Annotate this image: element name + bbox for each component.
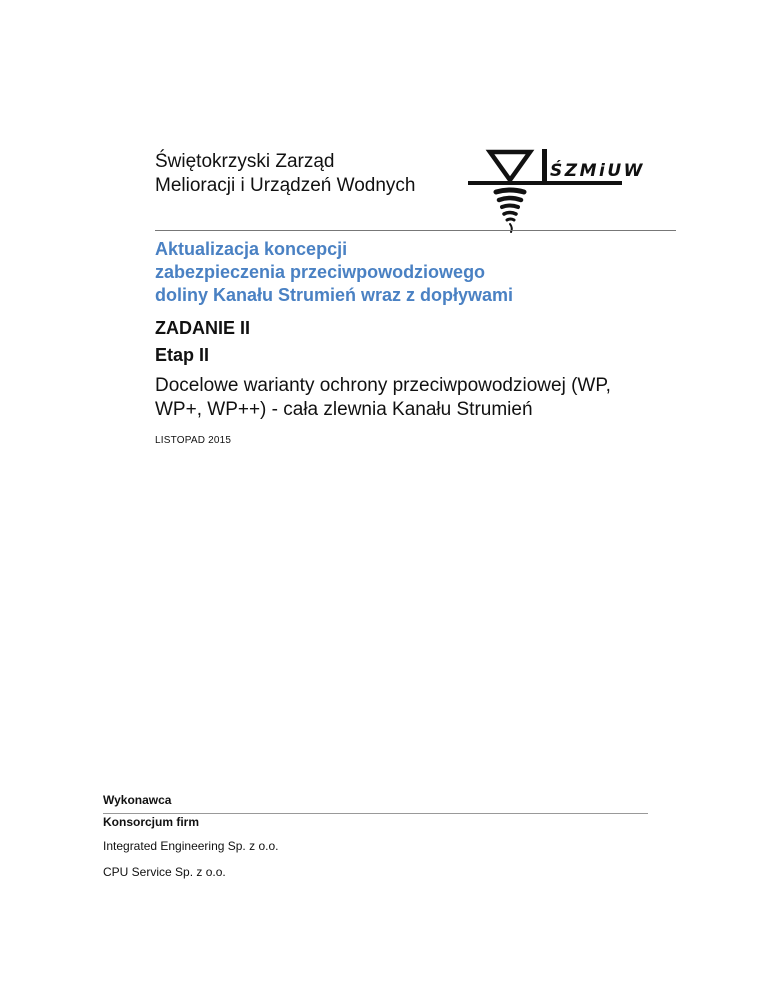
firm-name: Integrated Engineering Sp. z o.o. — [103, 839, 279, 853]
logo-triangle-icon — [490, 152, 530, 180]
logo-whirlpool-icon — [496, 190, 524, 232]
project-title-line3: doliny Kanału Strumień wraz z dopływami — [155, 285, 514, 305]
logo-text: ŚZMiUW — [550, 161, 645, 181]
project-title-line2: zabezpieczenia przeciwpowodziowego — [155, 262, 486, 282]
consortium-label: Konsorcjum firm — [103, 815, 200, 829]
organization-name-line1: Świętokrzyski Zarząd — [155, 151, 335, 172]
contractor-label: Wykonawca — [103, 793, 172, 807]
header-divider — [155, 230, 676, 231]
firm-name: CPU Service Sp. z o.o. — [103, 865, 226, 879]
document-subtitle-line1: Docelowe warianty ochrony przeciwpowodziowej (WP, — [155, 375, 611, 396]
task-label: ZADANIE II — [155, 318, 251, 338]
document-subtitle-line2: WP+, WP++) - cała zlewnia Kanału Strumień — [155, 399, 533, 420]
document-date: LISTOPAD 2015 — [155, 435, 232, 446]
project-title-line1: Aktualizacja koncepcji — [155, 239, 348, 259]
stage-label: Etap II — [155, 345, 210, 365]
organization-name-line2: Melioracji i Urządzeń Wodnych — [155, 175, 416, 196]
project-title — [155, 238, 513, 307]
organization-name — [155, 150, 415, 198]
contractor-divider — [103, 813, 648, 814]
logo-waterline-icon — [468, 181, 622, 185]
szmiuw-logo — [466, 148, 645, 234]
logo-bar-icon — [542, 149, 547, 183]
document-subtitle — [155, 374, 715, 422]
